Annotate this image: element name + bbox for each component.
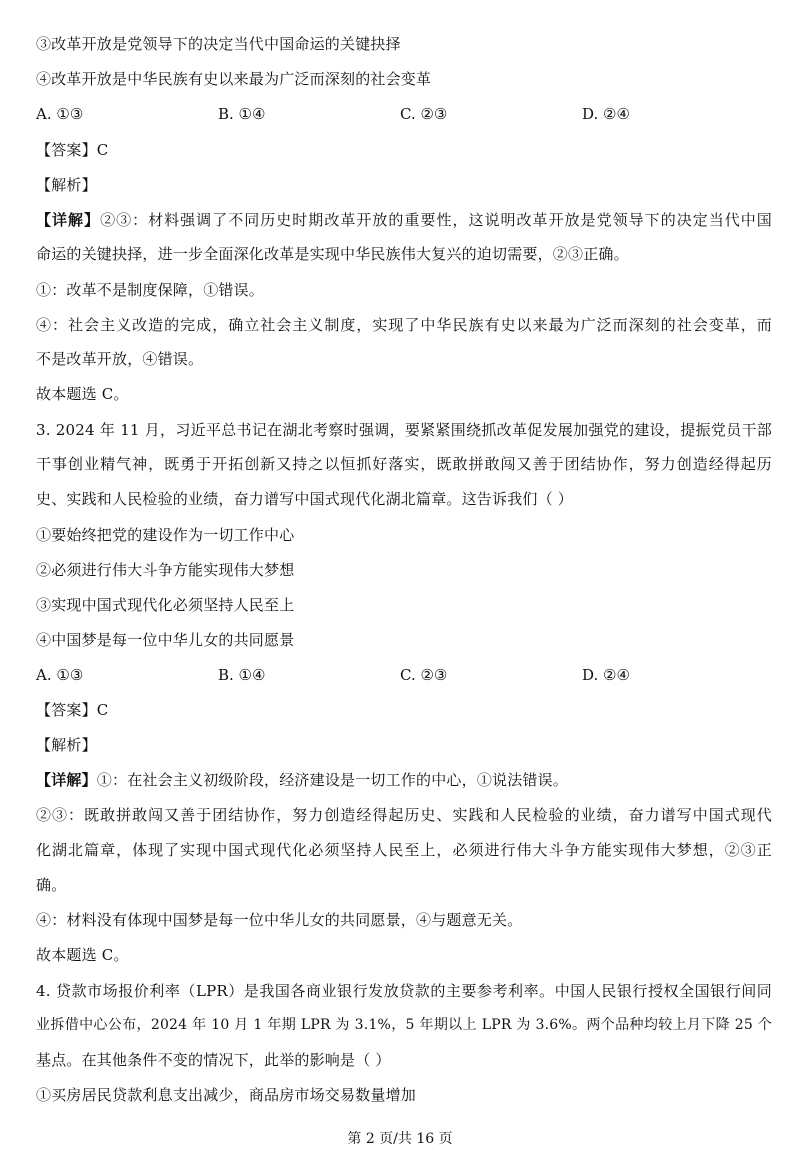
q3-item-4: ④中国梦是每一位中华儿女的共同愿景 — [36, 631, 295, 649]
q3-detail-text-1: ①：在社会主义初级阶段，经济建设是一切工作的中心，①说法错误。 — [96, 771, 569, 789]
q3-item-1: ①要始终把党的建设作为一切工作中心 — [36, 526, 295, 544]
q3-answer: 【答案】C — [36, 701, 109, 719]
q3-option-a: A. ①③ — [36, 666, 84, 684]
q2-detail-text-1: ②③：材料强调了不同历史时期改革开放的重要性，这说明改革开放是党领导下的决定当代中国 — [100, 211, 772, 229]
q3-item-3: ③实现中国式现代化必须坚持人民至上 — [36, 596, 295, 614]
q2-option-c: C. ②③ — [400, 105, 448, 123]
q2-conclusion: 故本题选 C。 — [36, 385, 129, 403]
q3-detail-line-2: ②③：既敢拼敢闯又善于团结协作，努力创造经得起历史、实践和人民检验的业绩，奋力谱写中国式现代 — [36, 806, 772, 824]
q3-option-d: D. ②④ — [582, 666, 630, 684]
q2-option-d: D. ②④ — [582, 105, 630, 123]
q2-detail-line-3: ①：改革不是制度保障，①错误。 — [36, 281, 265, 299]
q2-option-b: B. ①④ — [218, 105, 266, 123]
q3-detail-line-4: 确。 — [36, 876, 67, 894]
q3-option-b: B. ①④ — [218, 666, 266, 684]
q4-item-1: ①买房居民贷款利息支出减少，商品房市场交易数量增加 — [36, 1086, 417, 1104]
q3-stem-line-1: 3. 2024 年 11 月，习近平总书记在湖北考察时强调，要紧紧围绕抓改革促发展加强党的建设，提振党员干部 — [36, 421, 772, 439]
q2-detail-line-4: ④：社会主义改造的完成，确立社会主义制度，实现了中华民族有史以来最为广泛而深刻的社会变革，而 — [36, 316, 772, 334]
q3-detail-line-3: 化湖北篇章，体现了实现中国式现代化必须坚持人民至上，必须进行伟大斗争方能实现伟大梦想，②③正 — [36, 841, 772, 859]
page-number: 第 2 页/共 16 页 — [347, 1131, 453, 1147]
q3-detail-line-5: ④：材料没有体现中国梦是每一位中华儿女的共同愿景，④与题意无关。 — [36, 911, 523, 929]
q2-option-a: A. ①③ — [36, 105, 84, 123]
q2-item-4: ④改革开放是中华民族有史以来最为广泛而深刻的社会变革 — [36, 70, 432, 88]
q2-detail-line-1 — [36, 210, 772, 230]
q2-item-3: ③改革开放是党领导下的决定当代中国命运的关键抉择 — [36, 35, 401, 53]
q2-detail-line-5: 不是改革开放，④错误。 — [36, 350, 204, 368]
q2-detail-line-2: 命运的关键抉择，进一步全面深化改革是实现中华民族伟大复兴的迫切需要，②③正确。 — [36, 245, 629, 263]
q3-analysis-label: 【解析】 — [36, 736, 97, 754]
q4-stem-line-1: 4. 贷款市场报价利率（LPR）是我国各商业银行发放贷款的主要参考利率。中国人民银行授权全国银行间同 — [36, 982, 772, 1000]
q3-conclusion: 故本题选 C。 — [36, 946, 129, 964]
q4-stem-line-3: 基点。在其他条件不变的情况下，此举的影响是（ ） — [36, 1051, 391, 1069]
q3-stem-line-3: 史、实践和人民检验的业绩，奋力谱写中国式现代化湖北篇章。这告诉我们（ ） — [36, 490, 573, 508]
q3-item-2: ②必须进行伟大斗争方能实现伟大梦想 — [36, 561, 295, 579]
q3-stem-line-2: 干事创业精气神，既勇于开拓创新又持之以恒抓好落实，既敢拼敢闯又善于团结协作，努力创造经得起历 — [36, 455, 772, 473]
q2-analysis-label: 【解析】 — [36, 176, 97, 194]
q3-detail-tag: 【详解】 — [36, 771, 97, 789]
q3-detail-line-1 — [36, 770, 772, 790]
q2-answer: 【答案】C — [36, 141, 109, 159]
q3-option-c: C. ②③ — [400, 666, 448, 684]
q4-stem-line-2: 业拆借中心公布，2024 年 10 月 1 年期 LPR 为 3.1%，5 年期以上 LPR 为 3.6%。两个品种均较上月下降 25 个 — [36, 1017, 772, 1033]
q2-detail-tag: 【详解】 — [36, 211, 101, 229]
